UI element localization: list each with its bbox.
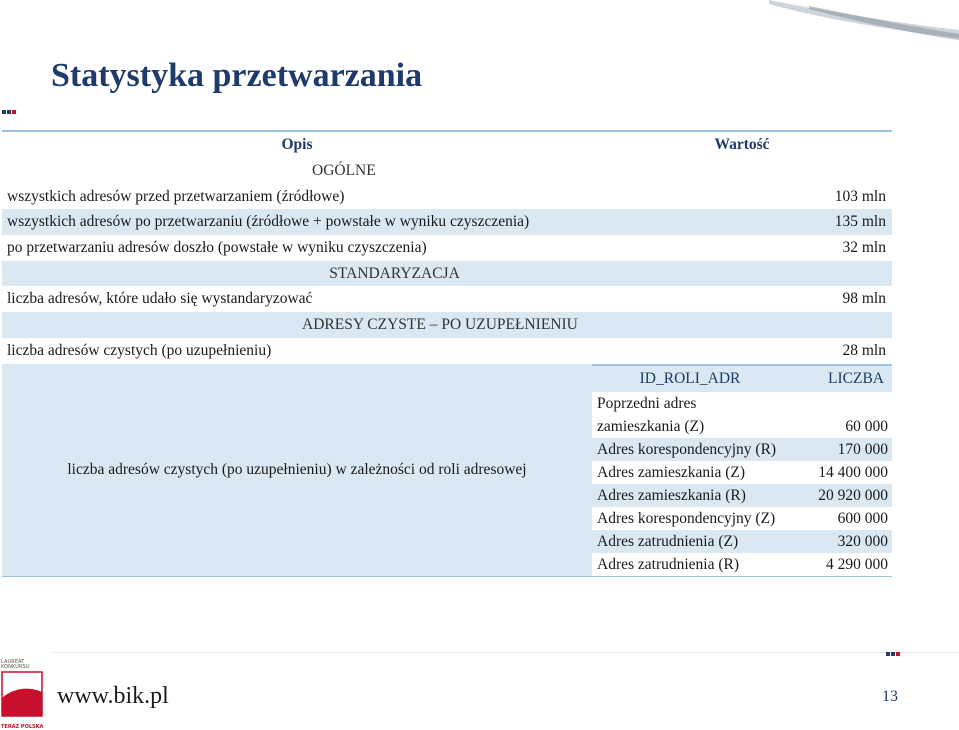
footer-divider bbox=[53, 652, 959, 653]
section-row-standardization bbox=[2, 261, 892, 287]
row-value: 28 mln bbox=[842, 341, 886, 359]
table-row bbox=[2, 286, 892, 312]
inner-row bbox=[592, 484, 892, 507]
section-row-general bbox=[2, 158, 892, 184]
row-label: wszystkich adresów po przetwarzaniu (źródłowe + powstałe w wyniku czyszczenia) bbox=[7, 213, 530, 231]
inner-role: Adres korespondencyjny (Z) bbox=[597, 509, 776, 527]
inner-count: 320 000 bbox=[837, 532, 888, 550]
inner-count: 600 000 bbox=[837, 509, 888, 527]
inner-count: 4 290 000 bbox=[826, 555, 888, 573]
logo-caption-bottom: TERAZ POLSKA bbox=[1, 724, 44, 730]
row-value: 32 mln bbox=[842, 238, 886, 256]
inner-count: 60 000 bbox=[845, 417, 888, 435]
header-swoosh-decoration bbox=[749, 0, 959, 60]
inner-role: Adres zamieszkania (Z) bbox=[597, 463, 746, 481]
row-label: liczba adresów czystych (po uzupełnieniu) bbox=[7, 341, 272, 359]
header-value: Wartość bbox=[714, 136, 770, 153]
row-label: wszystkich adresów przed przetwarzaniem (źródłowe) bbox=[7, 187, 345, 205]
logo-caption-top: LAUREAT KONKURSU bbox=[1, 659, 30, 670]
row-label: liczba adresów, które udało się wystandaryzować bbox=[7, 290, 313, 308]
inner-role: Adres zatrudnienia (Z) bbox=[597, 532, 739, 550]
teraz-polska-logo bbox=[1, 659, 46, 730]
table-row bbox=[2, 235, 892, 261]
inner-header-count: LICZBA bbox=[828, 369, 884, 387]
inner-row bbox=[592, 530, 892, 553]
nested-row bbox=[2, 364, 892, 577]
row-value: 98 mln bbox=[842, 290, 886, 308]
inner-count: 14 400 000 bbox=[818, 463, 888, 481]
page-number: 13 bbox=[882, 688, 898, 705]
table-row bbox=[2, 338, 892, 364]
inner-row bbox=[592, 553, 892, 576]
inner-count: 170 000 bbox=[837, 440, 888, 458]
inner-row bbox=[592, 392, 892, 438]
inner-row bbox=[592, 507, 892, 530]
inner-role: Adres zamieszkania (R) bbox=[597, 486, 746, 504]
decorative-squares-top bbox=[2, 110, 17, 116]
section-label-standardization: STANDARYZACJA bbox=[329, 264, 460, 282]
inner-row bbox=[592, 461, 892, 484]
teraz-polska-icon bbox=[1, 670, 46, 720]
inner-count: 20 920 000 bbox=[818, 486, 888, 504]
section-label-clean: ADRESY CZYSTE – PO UZUPEŁNIENIU bbox=[302, 315, 578, 333]
row-value: 103 mln bbox=[834, 187, 886, 205]
statistics-table bbox=[2, 130, 892, 577]
table-row bbox=[2, 184, 892, 210]
inner-role: Adres zatrudnienia (R) bbox=[597, 555, 740, 573]
section-label-general: OGÓLNE bbox=[312, 161, 376, 179]
section-row-clean bbox=[2, 312, 892, 338]
nested-row-label: liczba adresów czystych (po uzupełnieniu) w zależności od roli adresowej bbox=[67, 460, 527, 478]
page-title: Statystyka przetwarzania bbox=[51, 57, 423, 94]
inner-header-role: ID_ROLI_ADR bbox=[639, 369, 741, 387]
row-label: po przetwarzaniu adresów doszło (powstałe w wyniku czyszczenia) bbox=[7, 238, 427, 256]
table-row bbox=[2, 209, 892, 235]
decorative-squares-bottom bbox=[886, 652, 901, 658]
inner-role: Adres korespondencyjny (R) bbox=[597, 440, 777, 458]
nested-table-cell bbox=[592, 364, 892, 577]
header-description: Opis bbox=[281, 136, 313, 153]
role-breakdown-table bbox=[592, 364, 892, 576]
inner-row bbox=[592, 438, 892, 461]
row-value: 135 mln bbox=[834, 213, 886, 231]
footer-url-link[interactable]: www.bik.pl bbox=[57, 683, 169, 709]
inner-role: Poprzedni adres zamieszkania (Z) bbox=[597, 394, 705, 435]
